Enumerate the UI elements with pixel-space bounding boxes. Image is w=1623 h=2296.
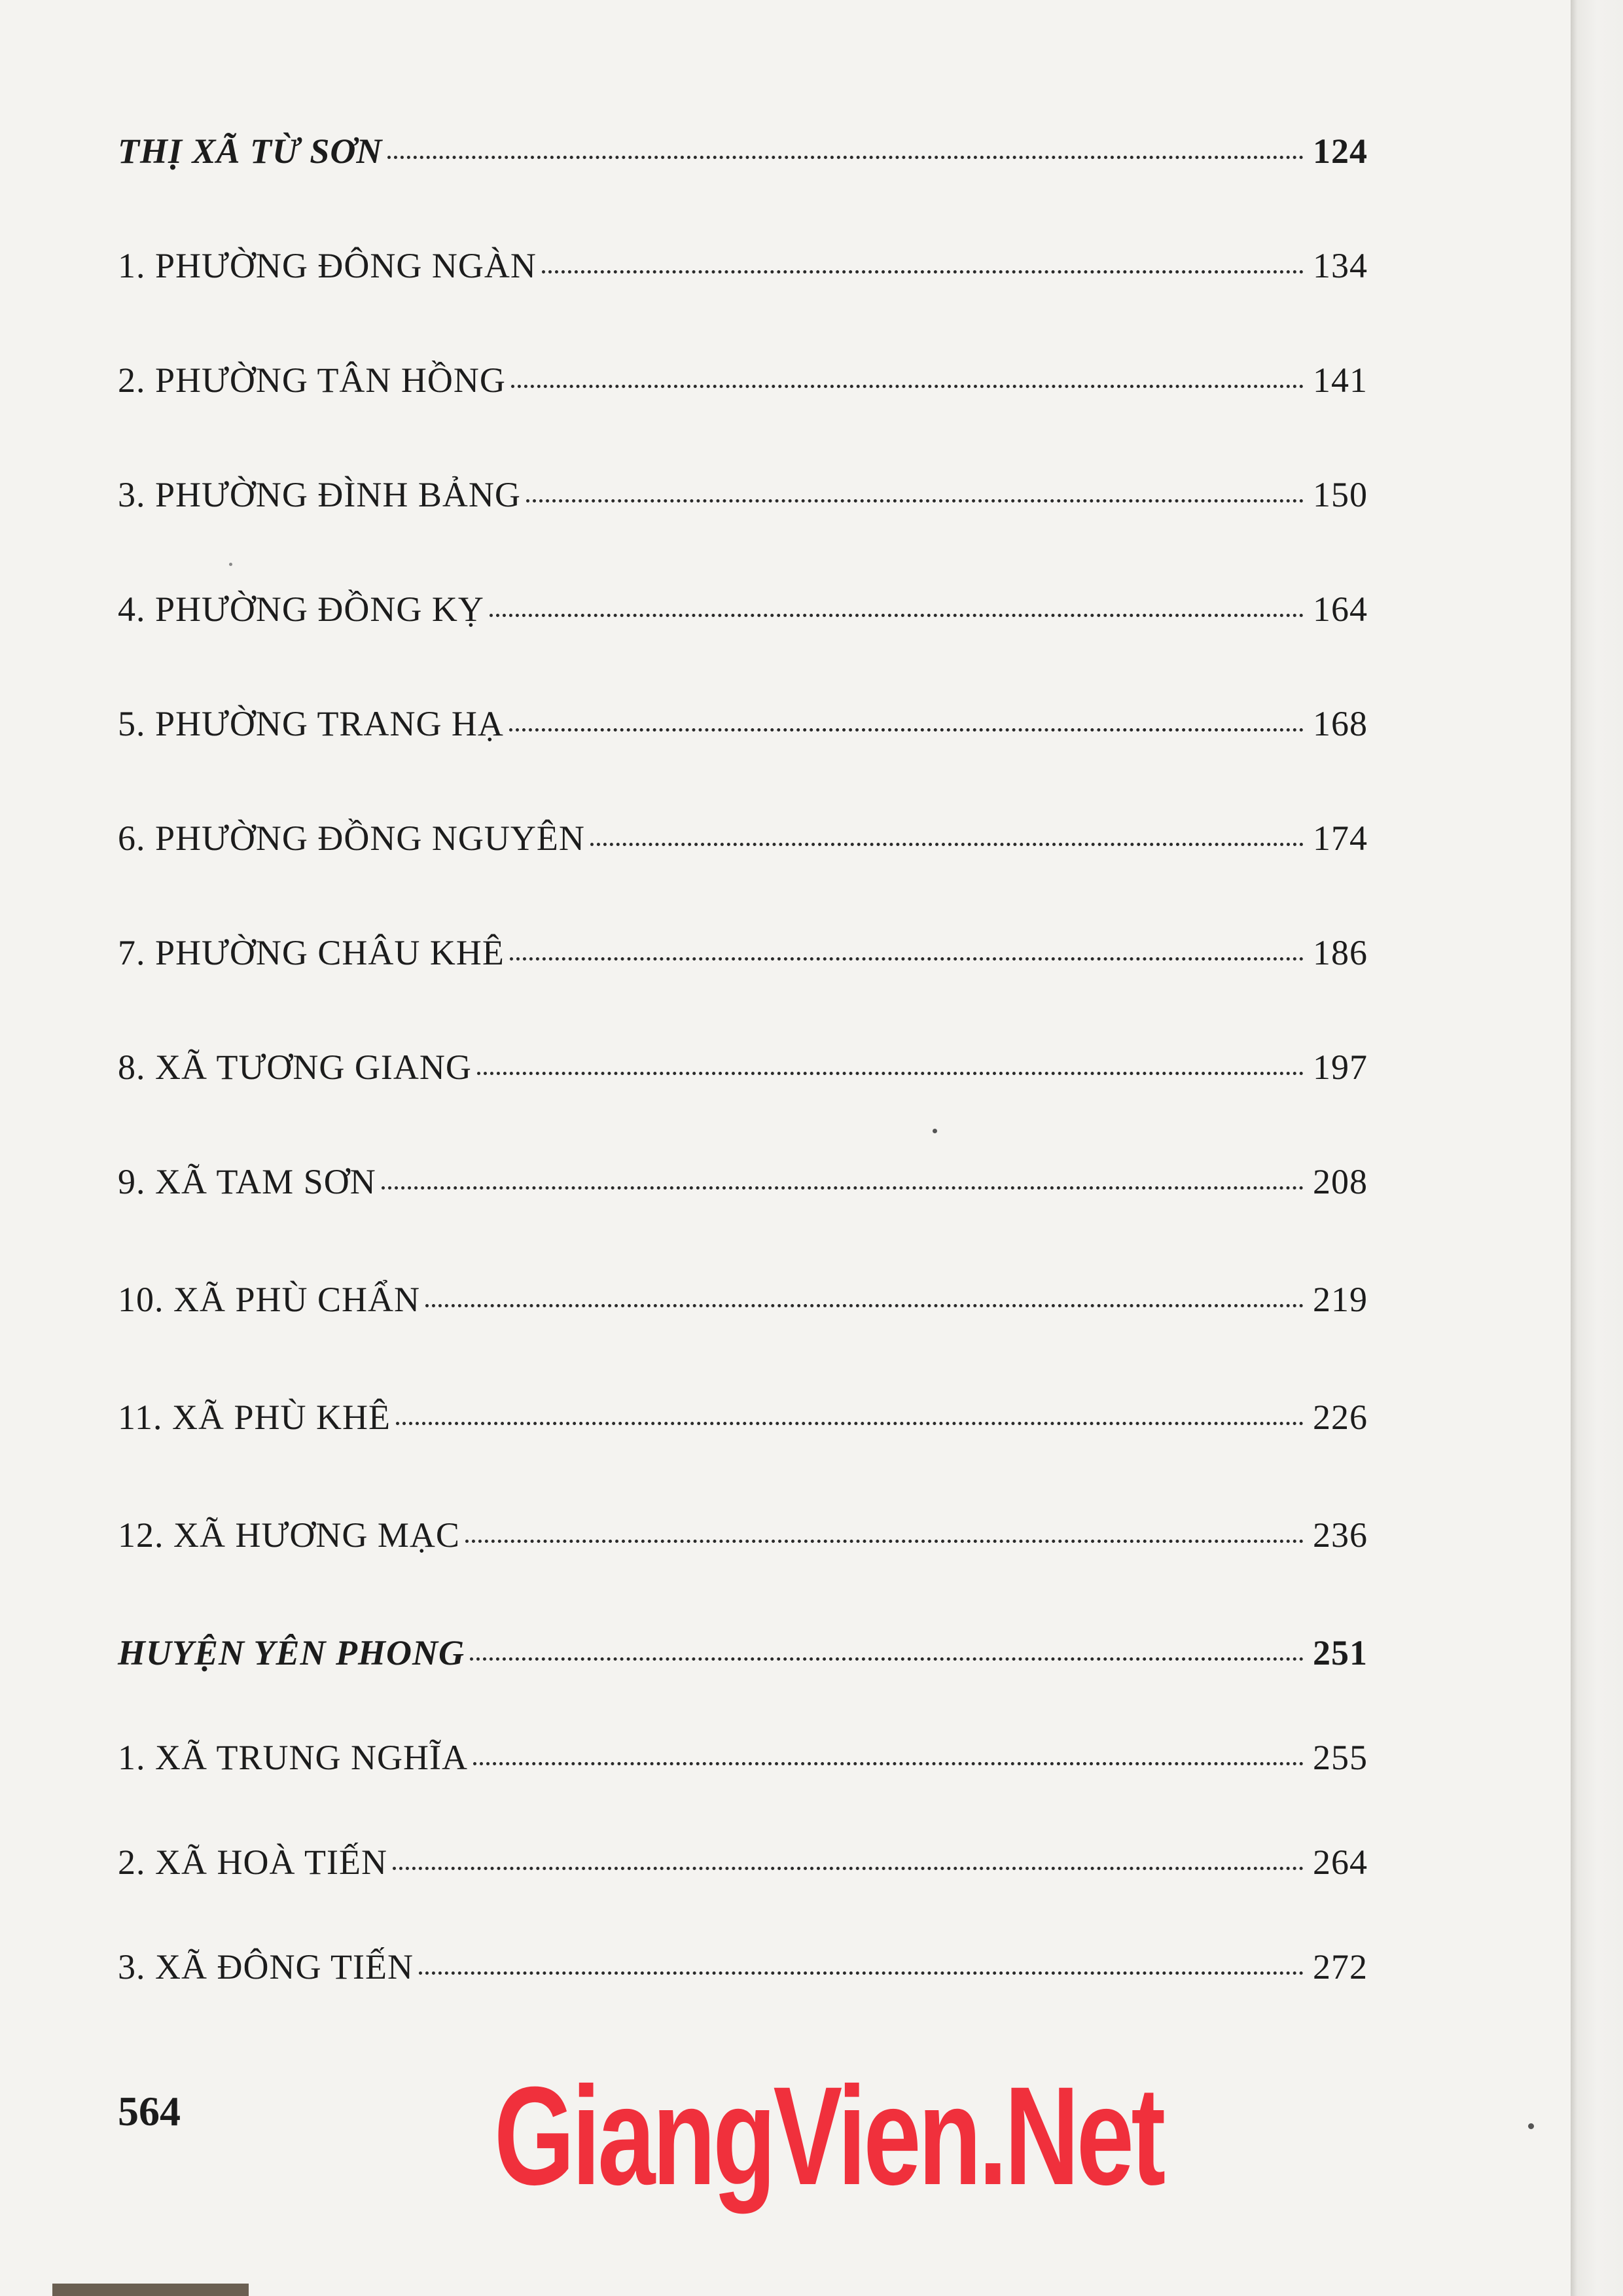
toc-entry-title: 5. PHƯỜNG TRANG HẠ xyxy=(118,704,504,743)
toc-entry-row xyxy=(118,1947,1368,1999)
toc-page-number: 236 xyxy=(1313,1515,1368,1555)
toc-entry-row xyxy=(118,245,1368,298)
toc-entry-title: 2. XÃ HOÀ TIẾN xyxy=(118,1843,387,1882)
toc-dot-leader xyxy=(473,1762,1304,1765)
toc-entry-row xyxy=(118,1397,1368,1449)
scan-speck xyxy=(933,1129,937,1133)
toc-dot-leader xyxy=(510,957,1304,961)
toc-entry-row xyxy=(118,932,1368,985)
scan-speck xyxy=(1528,2123,1534,2129)
toc-page-number: 208 xyxy=(1313,1162,1368,1201)
page-number: 564 xyxy=(118,2088,181,2134)
toc-entry-title: 4. PHƯỜNG ĐỒNG KỴ xyxy=(118,590,484,629)
toc-dot-leader xyxy=(387,156,1304,159)
toc-page-number: 124 xyxy=(1313,132,1368,171)
toc-entry-title: 10. XÃ PHÙ CHẨN xyxy=(118,1280,421,1319)
toc-entry-title: 2. PHƯỜNG TÂN HỒNG xyxy=(118,361,506,400)
toc-entry-row xyxy=(118,1842,1368,1894)
toc-page-number: 168 xyxy=(1313,704,1368,743)
toc-entry-row xyxy=(118,589,1368,641)
toc-entry-row xyxy=(118,1737,1368,1790)
toc-entry-title: 9. XÃ TAM SƠN xyxy=(118,1162,376,1201)
toc-entry-row xyxy=(118,1047,1368,1099)
toc-entry-row xyxy=(118,703,1368,756)
toc-dot-leader xyxy=(509,728,1304,732)
toc-dot-leader xyxy=(419,1971,1304,1975)
toc-entry-title: 7. PHƯỜNG CHÂU KHÊ xyxy=(118,933,505,972)
toc-entry-row xyxy=(118,818,1368,870)
toc-entry-row xyxy=(118,1515,1368,1567)
toc-page-number: 186 xyxy=(1313,933,1368,972)
toc-entry-row xyxy=(118,1279,1368,1332)
toc-entry-title: 8. XÃ TƯƠNG GIANG xyxy=(118,1048,472,1087)
toc-dot-leader xyxy=(425,1304,1304,1307)
toc-dot-leader xyxy=(490,614,1304,617)
toc-dot-leader xyxy=(511,385,1304,388)
toc-dot-leader xyxy=(382,1186,1304,1190)
toc-entry-row xyxy=(118,474,1368,527)
scan-bottom-strip xyxy=(52,2284,249,2296)
page-edge-shadow xyxy=(1571,0,1623,2296)
toc-page-number: 164 xyxy=(1313,590,1368,629)
toc-entry-title: 12. XÃ HƯƠNG MẠC xyxy=(118,1515,460,1555)
toc-page-number: 141 xyxy=(1313,361,1368,400)
toc-entry-title: 1. PHƯỜNG ĐÔNG NGÀN xyxy=(118,246,537,285)
toc-entry-row xyxy=(118,1161,1368,1214)
toc-page-number: 174 xyxy=(1313,819,1368,858)
toc-page-number: 272 xyxy=(1313,1947,1368,1987)
toc-dot-leader xyxy=(477,1072,1304,1075)
toc-page-number: 219 xyxy=(1313,1280,1368,1319)
toc-entry-title: 11. XÃ PHÙ KHÊ xyxy=(118,1398,391,1437)
toc-dot-leader xyxy=(393,1867,1304,1870)
toc-section-row xyxy=(118,1633,1368,1685)
toc-page-number: 197 xyxy=(1313,1048,1368,1087)
toc-entry-row xyxy=(118,360,1368,412)
toc-page-number: 255 xyxy=(1313,1738,1368,1777)
toc-dot-leader xyxy=(526,499,1304,503)
toc-dot-leader xyxy=(396,1422,1304,1425)
toc-dot-leader xyxy=(470,1657,1304,1661)
toc-page-number: 251 xyxy=(1313,1633,1368,1672)
toc-entry-title: 3. PHƯỜNG ĐÌNH BẢNG xyxy=(118,475,521,514)
scan-speck xyxy=(229,563,232,566)
toc-section-title: HUYỆN YÊN PHONG xyxy=(118,1633,465,1672)
toc-page-number: 134 xyxy=(1313,246,1368,285)
watermark-logo: GiangVien.Net xyxy=(494,2058,1163,2214)
toc-section-row xyxy=(118,131,1368,183)
toc-page-number: 264 xyxy=(1313,1843,1368,1882)
toc-page-number: 150 xyxy=(1313,475,1368,514)
toc-dot-leader xyxy=(465,1540,1304,1543)
toc-entry-title: 1. XÃ TRUNG NGHĨA xyxy=(118,1738,468,1777)
toc-entry-title: 3. XÃ ĐÔNG TIẾN xyxy=(118,1947,414,1987)
toc-page-number: 226 xyxy=(1313,1398,1368,1437)
toc-dot-leader xyxy=(590,843,1304,846)
toc-section-title: THỊ XÃ TỪ SƠN xyxy=(118,132,383,171)
toc-dot-leader xyxy=(542,270,1304,274)
toc-entry-title: 6. PHƯỜNG ĐỒNG NGUYÊN xyxy=(118,819,585,858)
